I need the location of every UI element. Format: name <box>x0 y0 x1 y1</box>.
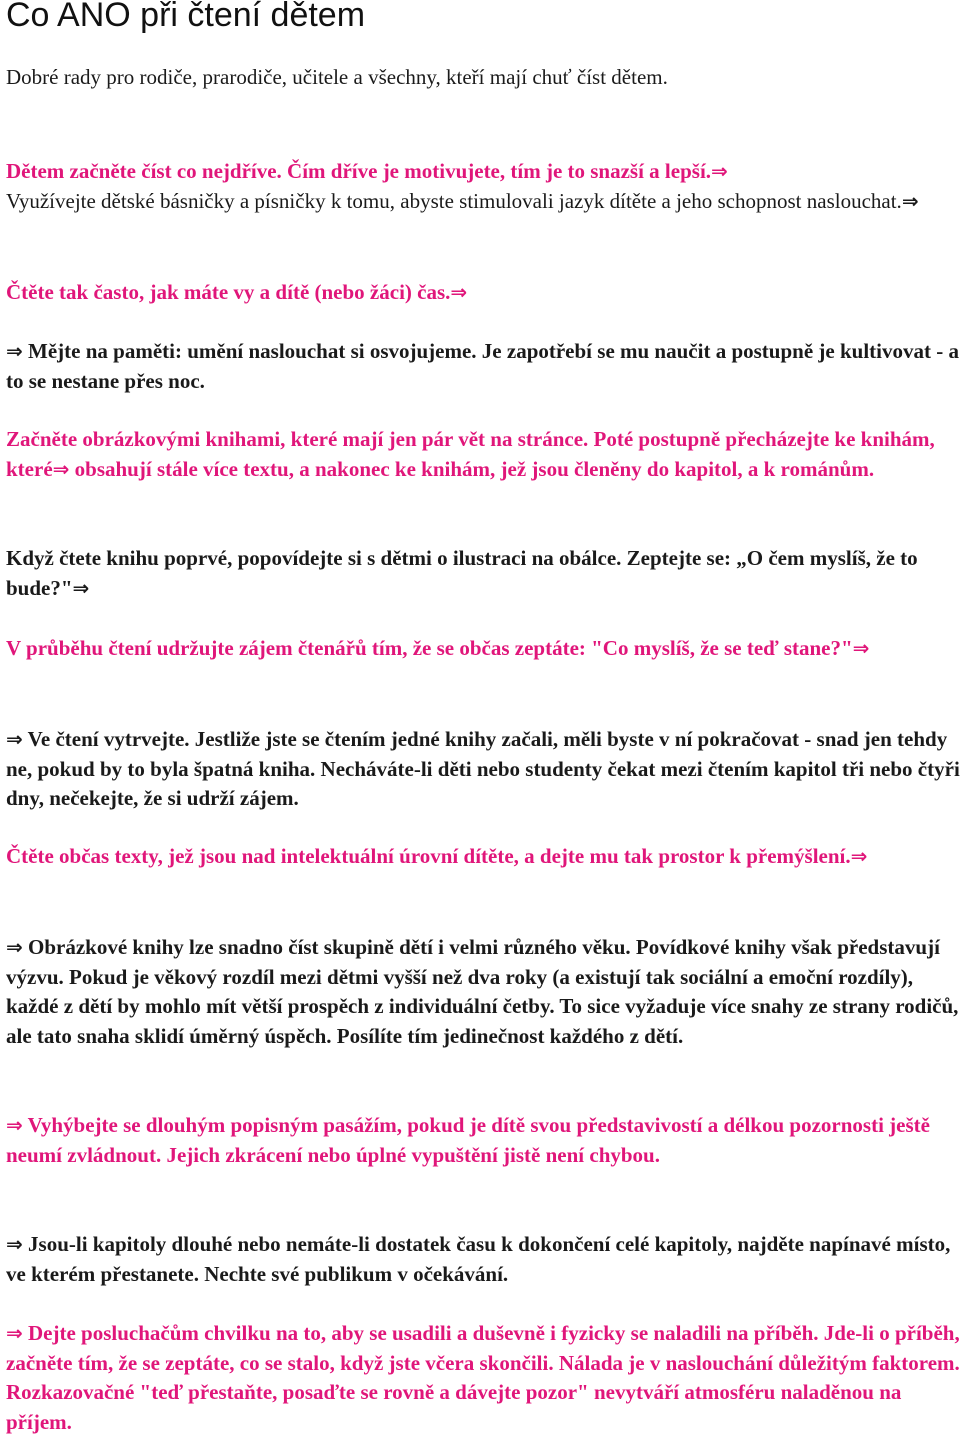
tip-text: Mějte na paměti: umění naslouchat si osvojujeme. Je zapotřebí se mu naučit a postupně je kultivovat - a to se nestane přes noc. <box>6 339 959 393</box>
tip-text: Čtěte tak často, jak máte vy a dítě (nebo žáci) čas. <box>6 280 451 304</box>
tip-text: V průběhu čtení udržujte zájem čtenářů tím, že se občas zeptáte: "Co myslíš, že se teď stane?" <box>6 636 853 660</box>
tip-paragraph-5 <box>6 544 960 603</box>
tip-text: Dejte posluchačům chvilku na to, aby se usadili a duševně i fyzicky se naladili na příběh. Jde-li o příběh, začněte tím, že se zeptáte, co se stalo, když jste včera skončili. Nálada je v naslouchání důležitým faktorem. Rozkazovačné "teď přestaňte, posaďte se rovně a dávejte pozor" nevytváří atmosféru naladěnou na příjem. <box>6 1321 960 1434</box>
tip-paragraph-10 <box>6 1111 960 1170</box>
tip-text: Ve čtení vytrvejte. Jestliže jste se čtením jedné knihy začali, měli byste v ní pokračovat - snad jen tehdy ne, pokud by to byla špatná kniha. Necháváte-li děti nebo studenty čekat mezi čtením kapitol tři nebo čtyři dny, nečekejte, že si udrží zájem. <box>6 727 960 810</box>
tip-paragraph-12 <box>6 1319 960 1437</box>
arrow-icon: ⇒ <box>6 1232 23 1256</box>
arrow-icon: ⇒ <box>852 636 870 660</box>
page-subtitle: Dobré rady pro rodiče, prarodiče, učitele a všechny, kteří mají chuť číst dětem. <box>6 65 668 89</box>
tip-paragraph-2 <box>6 278 960 308</box>
tip-text: Začněte obrázkovými knihami, které mají jen pár vět na stránce. Poté postupně přecházejte ke knihám, které <box>6 427 935 481</box>
tip-text: Dětem začněte číst co nejdříve. Čím dříve je motivujete, tím je to snazší a lepší. <box>6 159 712 183</box>
arrow-icon: ⇒ <box>6 1113 23 1137</box>
tip-text: Jsou-li kapitoly dlouhé nebo nemáte-li dostatek času k dokončení celé kapitoly, najděte napínavé místo, ve kterém přestanete. Nechte své publikum v očekávání. <box>6 1232 951 1286</box>
arrow-icon: ⇒ <box>72 575 90 600</box>
arrow-icon: ⇒ <box>6 1321 23 1345</box>
arrow-icon: ⇒ <box>6 727 23 751</box>
tip-paragraph-6 <box>6 634 960 664</box>
arrow-icon: ⇒ <box>6 339 23 363</box>
tip-paragraph-3 <box>6 337 960 396</box>
tip-paragraph-11 <box>6 1230 960 1289</box>
tip-text: Obrázkové knihy lze snadno číst skupině dětí i velmi různého věku. Povídkové knihy však představují výzvu. Pokud je věkový rozdíl mezi dětmi vyšší než dva roky (a existují tak sociální a emoční rozdíly), každé z dětí by mohlo mít větší prospěch z individuální četby. To sice vyžaduje více snahy ze strany rodičů, ale tato snaha sklidí úměrný úspěch. Posílíte tím jedinečnost každého z dětí. <box>6 935 959 1048</box>
page-title: Co ANO při čtení dětem <box>6 0 366 34</box>
tip-text: Využívejte dětské básničky a písničky k tomu, abyste stimulovali jazyk dítěte a jeho schopnost naslouchat. <box>6 188 902 213</box>
tip-paragraph-4 <box>6 425 960 484</box>
tip-text: obsahují stále více textu, a nakonec ke knihám, jež jsou členěny do kapitol, a k románům. <box>69 456 875 481</box>
arrow-icon: ⇒ <box>901 188 919 213</box>
tip-text: Čtěte občas texty, jež jsou nad intelektuální úrovní dítěte, a dejte mu tak prostor k přemýšlení. <box>6 844 851 868</box>
tip-paragraph-1 <box>6 157 960 216</box>
tip-text: Když čtete knihu poprvé, popovídejte si s dětmi o ilustraci na obálce. Zeptejte se: „O čem myslíš, že to bude?" <box>6 546 918 600</box>
tip-paragraph-8 <box>6 842 960 872</box>
tip-text: Vyhýbejte se dlouhým popisným pasážím, pokud je dítě svou představivostí a délkou pozornosti ještě neumí zvládnout. Jejich zkrácení nebo úplné vypuštění jistě není chybou. <box>6 1113 930 1167</box>
tip-paragraph-7 <box>6 725 960 814</box>
arrow-icon: ⇒ <box>52 456 70 481</box>
arrow-icon: ⇒ <box>6 935 23 959</box>
arrow-icon: ⇒ <box>450 280 468 304</box>
arrow-icon: ⇒ <box>711 159 728 183</box>
arrow-icon: ⇒ <box>850 844 868 868</box>
tip-paragraph-9 <box>6 933 960 1051</box>
